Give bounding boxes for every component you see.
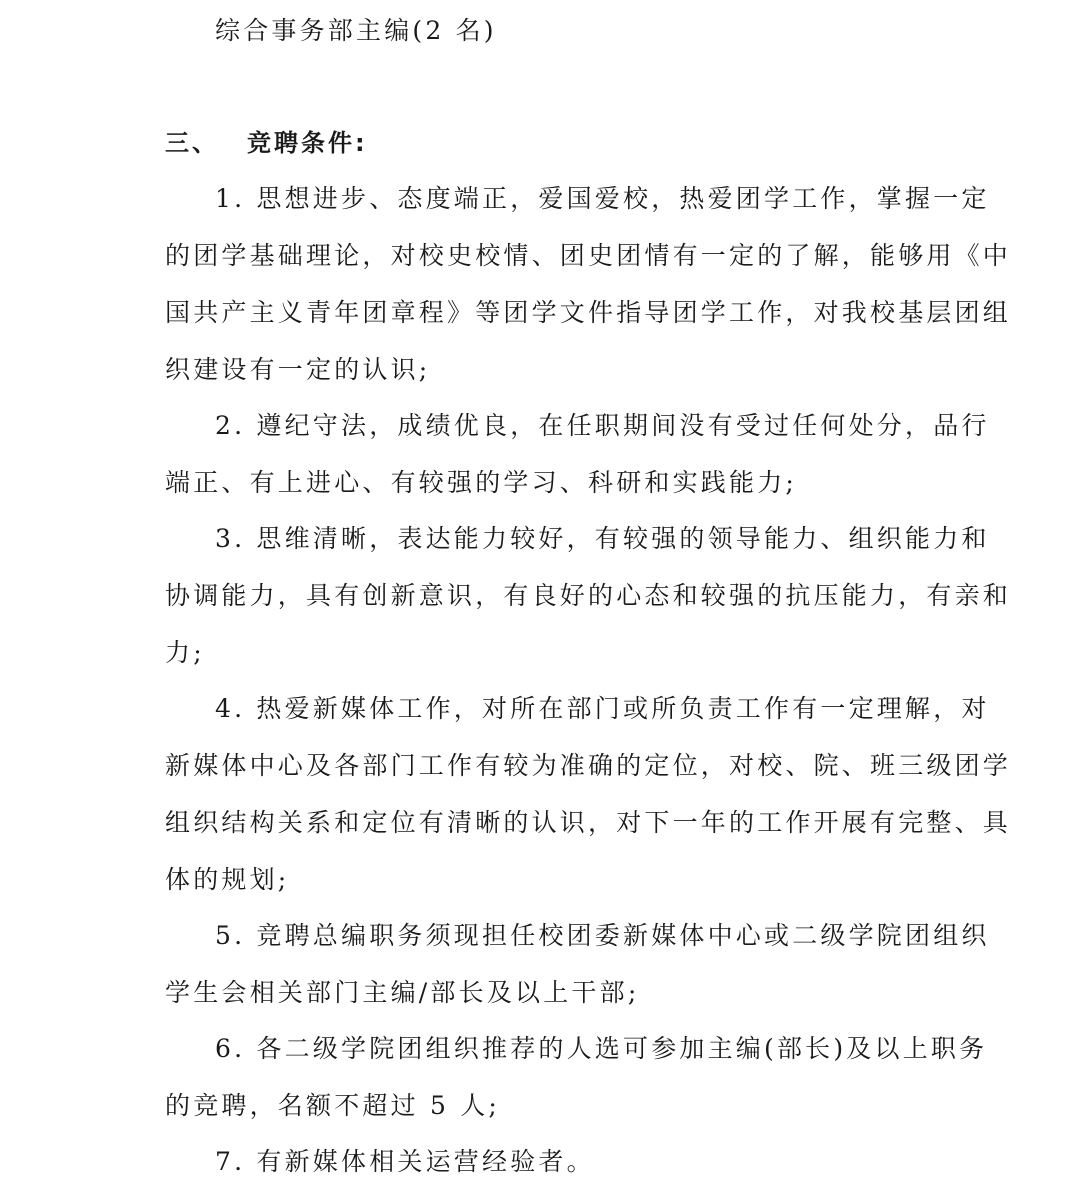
item-4-line-4: 体的规划; (165, 865, 290, 894)
section-heading (165, 126, 925, 160)
item-1-line-2: 的团学基础理论，对校史校情、团史团情有一定的了解，能够用《中 (165, 241, 1012, 270)
item-1-line-4: 织建设有一定的认识; (165, 355, 431, 384)
item-1-line-3: 国共产主义青年团章程》等团学文件指导团学工作，对我校基层团组 (165, 298, 1012, 327)
item-7-line-1: 7. 有新媒体相关运营经验者。 (215, 1147, 595, 1176)
item-3-line-1: 3. 思维清晰，表达能力较好，有较强的领导能力、组织能力和 (215, 524, 990, 553)
item-6-line-1: 6. 各二级学院团组织推荐的人选可参加主编(部长)及以上职务 (215, 1034, 988, 1063)
item-2-line-2: 端正、有上进心、有较强的学习、科研和实践能力; (165, 468, 798, 497)
top-line: 综合事务部主编(2 名) (215, 16, 497, 45)
item-3-line-2: 协调能力，具有创新意识，有良好的心态和较强的抗压能力，有亲和 (165, 581, 1012, 610)
item-6-line-2: 的竞聘，名额不超过 5 人; (165, 1091, 501, 1120)
item-4-line-2: 新媒体中心及各部门工作有较为准确的定位，对校、院、班三级团学 (165, 751, 1012, 780)
section-title: 竞聘条件: (247, 129, 368, 157)
item-3-line-3: 力; (165, 638, 205, 667)
item-2-line-1: 2. 遵纪守法，成绩优良，在任职期间没有受过任何处分，品行 (215, 411, 990, 440)
item-1-line-1: 1. 思想进步、态度端正，爱国爱校，热爱团学工作，掌握一定 (215, 184, 990, 213)
item-5-line-2: 学生会相关部门主编/部长及以上干部; (165, 978, 640, 1007)
section-number: 三、 (165, 129, 219, 157)
item-4-line-1: 4. 热爱新媒体工作，对所在部门或所负责工作有一定理解，对 (215, 694, 990, 723)
item-5-line-1: 5. 竞聘总编职务须现担任校团委新媒体中心或二级学院团组织 (215, 921, 990, 950)
item-4-line-3: 组织结构关系和定位有清晰的认识，对下一年的工作开展有完整、具 (165, 808, 1012, 837)
